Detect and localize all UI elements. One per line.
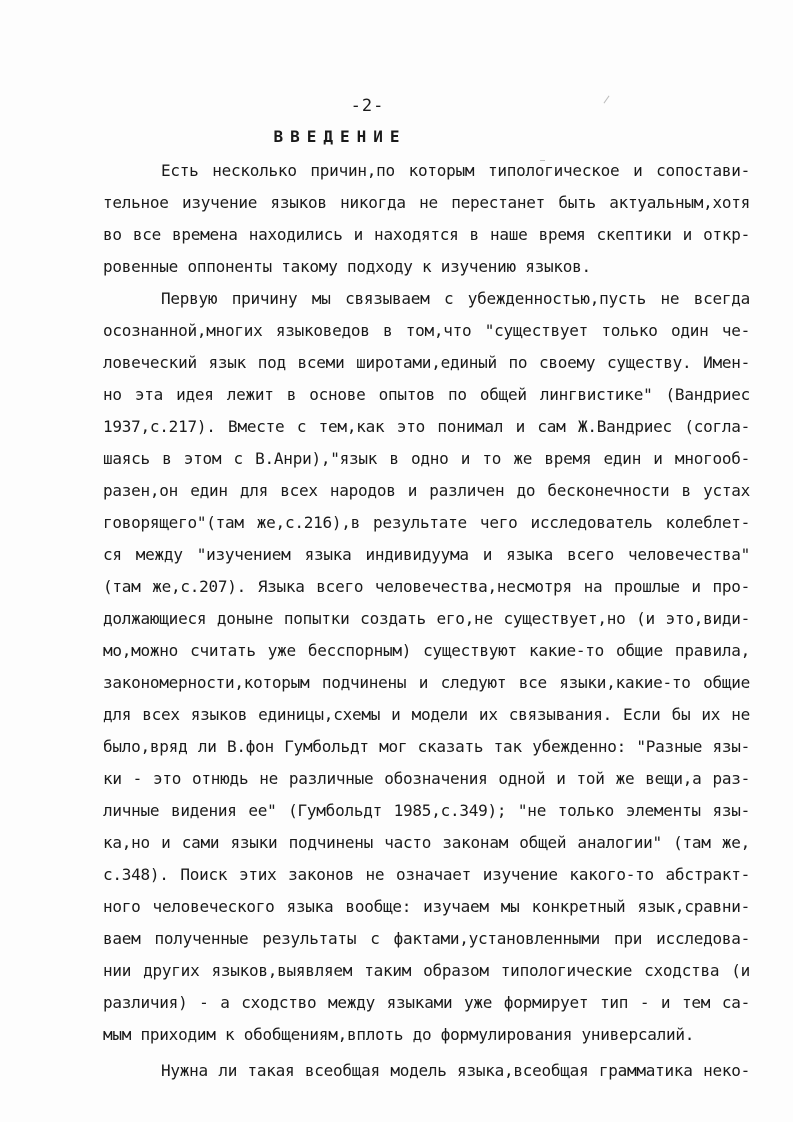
text-line: ловеческий язык под всеми широтами,единый по своему существу. Имен- bbox=[103, 353, 750, 372]
text-line: было,вряд ли В.фон Гумбольдт мог сказать так убежденно: "Разные язы- bbox=[103, 737, 750, 756]
text-line: Есть несколько причин,по которым типологическое и сопостави- bbox=[161, 161, 750, 180]
text-line: ровенные оппоненты такому подходу к изучению языков. bbox=[103, 257, 591, 276]
text-line: тельное изучение языков никогда не перестанет быть актуальным,хотя bbox=[103, 193, 750, 212]
text-line: ного человеческого языка вообще: изучаем мы конкретный язык,сравни- bbox=[103, 897, 750, 916]
text-line: ка,но и сами языки подчинены часто законам общей аналогии" (там же, bbox=[103, 833, 750, 852]
text-line: ки - это отнюдь не различные обозначения одной и той же вещи,а раз- bbox=[103, 769, 750, 788]
section-title: ВВЕДЕНИЕ bbox=[273, 127, 407, 146]
text-line: разен,он един для всех народов и различен до бесконечности в устах bbox=[103, 481, 750, 500]
text-line: закономерности,которым подчинены и следуют все языки,какие-то общие bbox=[103, 673, 750, 692]
paragraph-3 bbox=[103, 1055, 750, 1087]
text-line: различия) - а сходство между языками уже формирует тип - и тем са- bbox=[103, 993, 750, 1012]
page-number: -2- bbox=[350, 96, 385, 116]
text-line: ся между "изучением языка индивидуума и языка всего человечества" bbox=[103, 545, 750, 564]
text-line: Первую причину мы связываем с убежденностью,пусть не всегда bbox=[161, 289, 750, 308]
text-line: должающиеся доныне попытки создать его,не существует,но (и это,види- bbox=[103, 609, 750, 628]
text-line: (там же,с.207). Языка всего человечества,несмотря на прошлые и про- bbox=[103, 577, 750, 596]
text-line: осознанной,многих языковедов в том,что "существует только один че- bbox=[103, 321, 750, 340]
text-line: личные видения ее" (Гумбольдт 1985,с.349); "не только элементы язы- bbox=[103, 801, 750, 820]
text-line: для всех языков единицы,схемы и модели их связывания. Если бы их не bbox=[103, 705, 750, 724]
text-line: но эта идея лежит в основе опытов по общей лингвистике" (Вандриес bbox=[103, 385, 750, 404]
text-line: мым приходим к обобщениям,вплоть до формулирования универсалий. bbox=[103, 1025, 695, 1044]
paragraph-1 bbox=[103, 155, 750, 283]
paragraph-2 bbox=[103, 283, 750, 1051]
text-line: во все времена находились и находятся в наше время скептики и откр- bbox=[103, 225, 750, 244]
text-line: ваем полученные результаты с фактами,установленными при исследова- bbox=[103, 929, 750, 948]
text-line: 1937,с.217). Вместе с тем,как это понимал и сам Ж.Вандриес (согла- bbox=[103, 417, 750, 436]
text-line: мо,можно считать уже бесспорным) существуют какие-то общие правила, bbox=[103, 641, 750, 660]
text-line: шаясь в этом с В.Анри),"язык в одно и то же время един и многооб- bbox=[103, 449, 750, 468]
text-line: нии других языков,выявляем таким образом типологические сходства (и bbox=[103, 961, 750, 980]
text-line: с.348). Поиск этих законов не означает изучение какого-то абстракт- bbox=[103, 865, 750, 884]
text-line: Нужна ли такая всеобщая модель языка,всеобщая грамматика неко- bbox=[161, 1061, 750, 1080]
text-line: говорящего"(там же,с.216),в результате чего исследователь колеблет- bbox=[103, 513, 750, 532]
scan-speck bbox=[540, 160, 545, 161]
